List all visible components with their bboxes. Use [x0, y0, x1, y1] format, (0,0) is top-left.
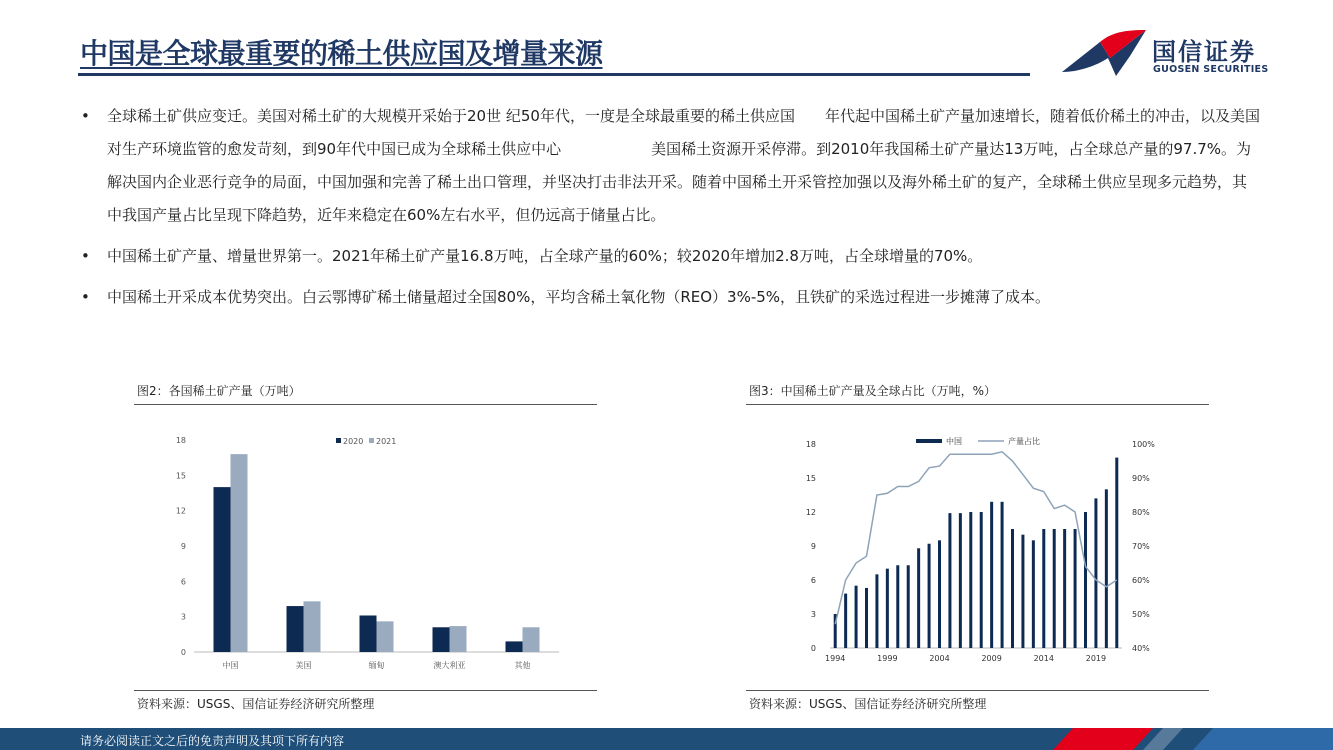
- bar-china: [990, 502, 993, 648]
- bar-china: [959, 513, 962, 648]
- bar-china: [1063, 529, 1066, 648]
- x-tick-label: 美国: [295, 661, 312, 670]
- x-tick-label: 2009: [981, 654, 1002, 663]
- x-tick-label: 2019: [1085, 654, 1107, 663]
- bar-china: [938, 540, 941, 648]
- y-left-tick-label: 9: [810, 542, 816, 551]
- y-left-tick-label: 15: [805, 474, 816, 483]
- bar-china: [1032, 540, 1035, 648]
- y-tick-label: 18: [175, 436, 186, 445]
- bullet-item: • 全球稀土矿供应变迁。美国对稀土矿的大规模开采始于20世 纪50年代，一度是全球最重要的稀土供应国 年代起中国稀土矿产量加速增长，随着低价稀土的冲击，以及美国对生产环境监管的愈发苛刻，到90年代中国已成为全球稀土供应中心 美国稀土资源开采停滞。到2010年我国稀土矿产量达13万吨，占全球总产量的97.7%。为解决国内企业恶行竞争的局面，中国加强和完善了稀土出口管理，并坚决打击非法开采。随着中国稀土开采管控加强以及海外稀土矿的复产，全球稀土供应呈现多元趋势，其中我国产量占比呈现下降趋势，近年来稳定在60%左右水平，但仍远高于储量占比。: [80, 100, 1260, 232]
- y-left-tick-label: 3: [810, 610, 816, 619]
- y-right-tick-label: 100%: [1132, 440, 1155, 449]
- y-tick-label: 0: [180, 648, 186, 657]
- bar-2021: [231, 454, 248, 652]
- bullet-list: [80, 100, 1260, 322]
- country-production-bar-chart: [134, 430, 597, 680]
- bar-china: [1074, 529, 1077, 648]
- bar-china: [980, 512, 983, 648]
- bar-2021: [523, 627, 540, 652]
- x-tick-label: 缅甸: [368, 661, 385, 670]
- title-underline: [78, 73, 1030, 76]
- y-right-tick-label: 70%: [1132, 542, 1150, 551]
- bar-2021: [450, 626, 467, 652]
- bar-china: [1053, 529, 1056, 648]
- x-tick-label: 中国: [222, 661, 239, 670]
- bar-china: [1115, 458, 1118, 648]
- y-tick-label: 15: [175, 471, 186, 481]
- x-tick-label: 2014: [1033, 654, 1054, 663]
- y-left-tick-label: 18: [805, 440, 816, 449]
- bar-china: [1094, 498, 1097, 648]
- bar-china: [1042, 529, 1045, 648]
- logo-english-name: GUOSEN SECURITIES: [1153, 64, 1269, 75]
- bar-china: [917, 548, 920, 648]
- y-right-tick-label: 80%: [1132, 508, 1150, 517]
- bar-2020: [433, 627, 450, 652]
- bar-2020: [506, 641, 523, 652]
- y-right-tick-label: 50%: [1132, 610, 1150, 619]
- bar-china: [1021, 535, 1024, 648]
- x-tick-label: 1994: [825, 654, 846, 663]
- bar-2021: [377, 621, 394, 652]
- bar-china: [1001, 502, 1004, 648]
- x-tick-label: 1999: [877, 654, 898, 663]
- legend-label: 2021: [376, 437, 397, 446]
- bar-china: [1105, 489, 1108, 648]
- bar-2020: [214, 487, 231, 652]
- bar-china: [896, 565, 899, 648]
- legend-label: 2020: [343, 437, 364, 446]
- page-title: 中国是全球最重要的稀土供应国及增量来源: [80, 37, 603, 70]
- footer-stripes-decoration: [1033, 728, 1333, 750]
- china-production-share-chart: [746, 430, 1209, 680]
- bar-china: [948, 513, 951, 648]
- bullet-item: • 中国稀土矿产量、增量世界第一。2021年稀土矿产量16.8万吨，占全球产量的60%；较2020年增加2.8万吨，占全球增量的70%。: [80, 240, 1260, 273]
- legend-swatch-2021: [369, 438, 374, 443]
- bar-china: [969, 512, 972, 648]
- footer-disclaimer: 请务必阅读正文之后的免责声明及其项下所有内容: [80, 734, 345, 748]
- legend-swatch-2020: [336, 438, 341, 443]
- y-tick-label: 9: [180, 542, 186, 551]
- figure-3: [746, 380, 1209, 405]
- legend-label: 中国: [946, 437, 962, 446]
- bar-china: [865, 588, 868, 648]
- y-left-tick-label: 12: [805, 508, 816, 517]
- y-tick-label: 3: [180, 612, 186, 622]
- bar-china: [855, 586, 858, 648]
- y-left-tick-label: 6: [810, 576, 816, 585]
- bar-2020: [360, 615, 377, 652]
- figure-2-source: 资料来源：USGS、国信证券经济研究所整理: [134, 690, 597, 712]
- legend-label: 产量占比: [1008, 437, 1040, 446]
- x-tick-label: 澳大利亚: [433, 661, 466, 670]
- y-right-tick-label: 90%: [1132, 474, 1150, 483]
- bar-china: [886, 569, 889, 648]
- bar-china: [1011, 529, 1014, 648]
- figure-3-source: 资料来源：USGS、国信证券经济研究所整理: [746, 690, 1209, 712]
- bar-2021: [304, 601, 321, 652]
- y-tick-label: 12: [175, 506, 186, 516]
- logo-chinese-name: 国信证券: [1152, 38, 1256, 66]
- legend-swatch-china: [916, 439, 942, 443]
- bar-china: [907, 565, 910, 648]
- bar-china: [875, 574, 878, 648]
- y-tick-label: 6: [180, 577, 186, 587]
- bar-china: [1084, 512, 1087, 648]
- figure-3-title: 图3：中国稀土矿产量及全球占比（万吨，%）: [746, 380, 1209, 405]
- company-logo: [1060, 28, 1275, 80]
- bar-china: [844, 594, 847, 648]
- bar-2020: [287, 606, 304, 652]
- y-right-tick-label: 60%: [1132, 576, 1150, 585]
- guosen-logo-icon: [1060, 28, 1150, 78]
- y-right-tick-label: 40%: [1132, 644, 1150, 653]
- bar-china: [928, 544, 931, 648]
- x-tick-label: 2004: [929, 654, 950, 663]
- y-left-tick-label: 0: [810, 644, 816, 653]
- figure-2-title: 图2：各国稀土矿产量（万吨）: [134, 380, 597, 405]
- figure-2: [134, 380, 597, 405]
- bullet-item: • 中国稀土开采成本优势突出。白云鄂博矿稀土储量超过全国80%，平均含稀土氧化物（REO）3%-5%，且铁矿的采选过程进一步摊薄了成本。: [80, 281, 1260, 314]
- x-tick-label: 其他: [514, 661, 531, 670]
